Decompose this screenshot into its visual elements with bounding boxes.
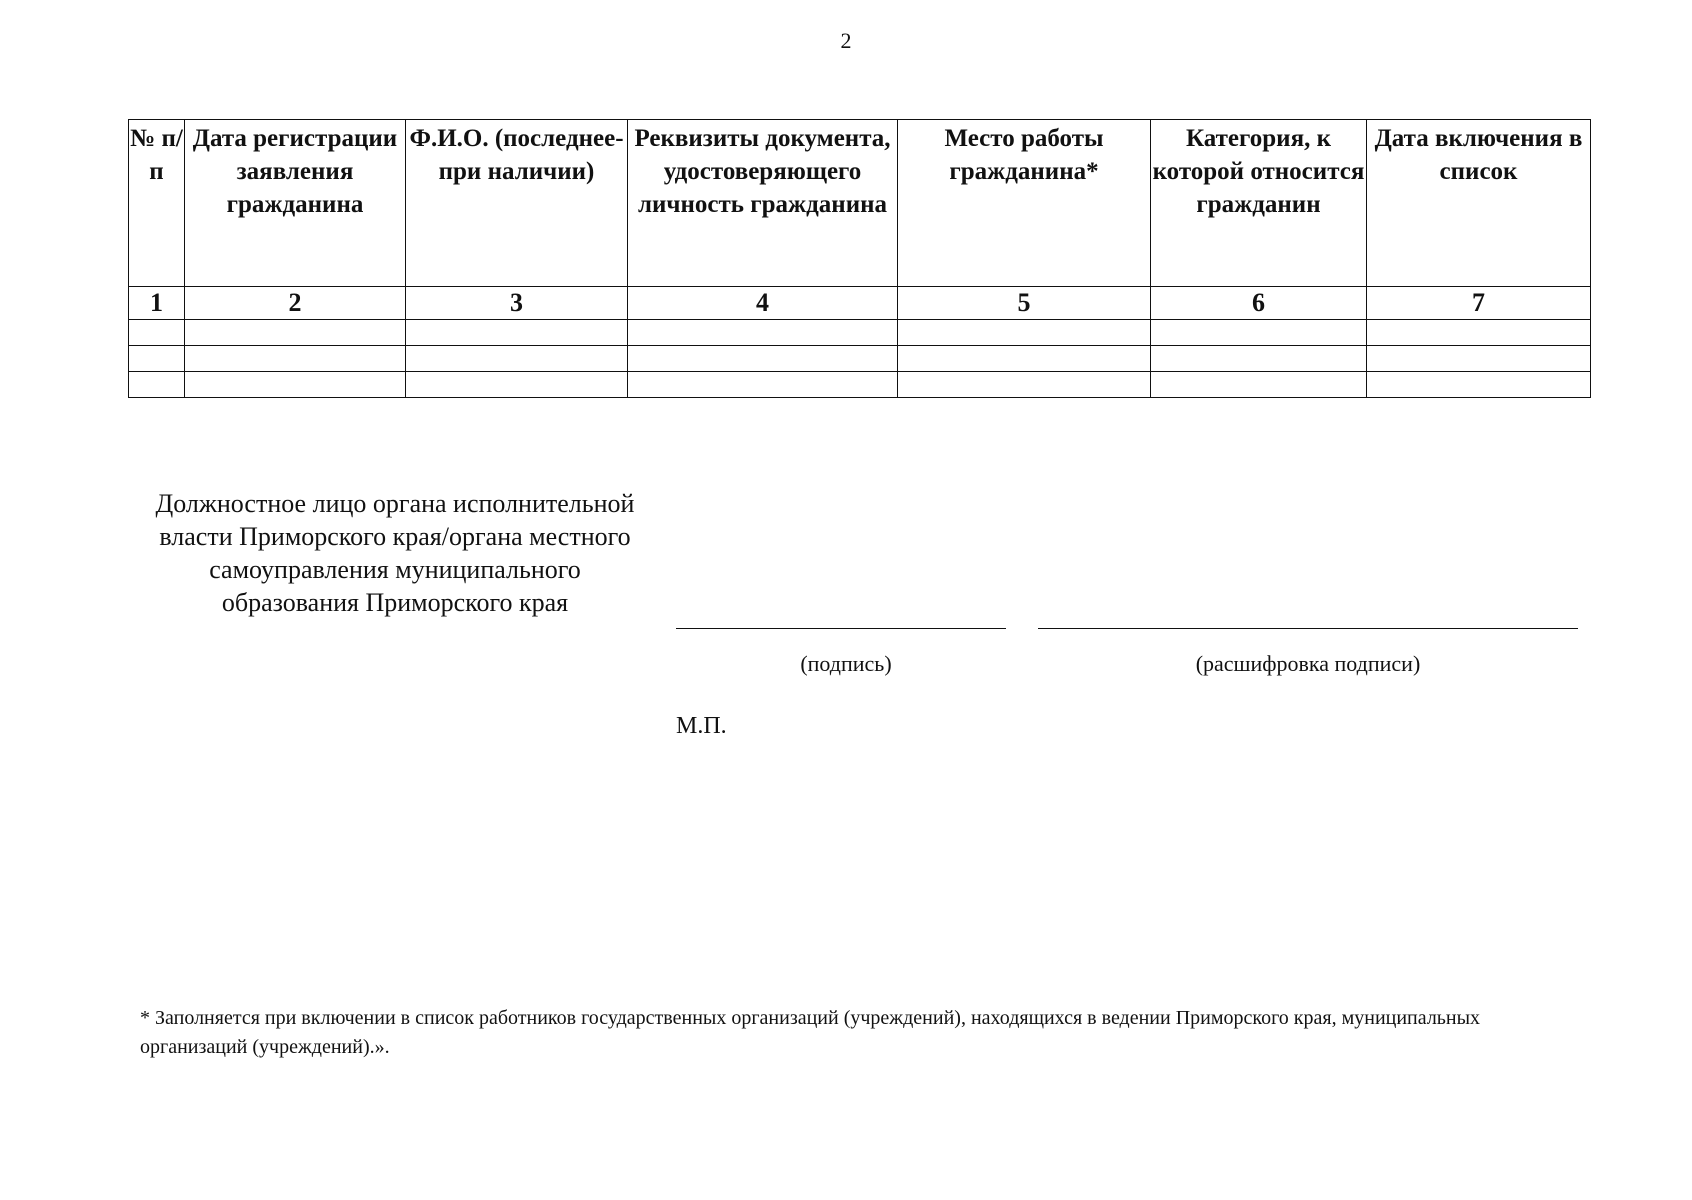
empty-cell bbox=[898, 372, 1151, 398]
header-cell-registration-date: Дата регистрации заявления гражданина bbox=[185, 120, 406, 287]
header-cell-category: Категория, к которой относится гражданин bbox=[1151, 120, 1367, 287]
column-number: 7 bbox=[1367, 287, 1591, 320]
empty-cell bbox=[1367, 372, 1591, 398]
register-table bbox=[128, 119, 1591, 398]
empty-cell bbox=[406, 320, 628, 346]
header-cell-workplace: Место работы гражданина* bbox=[898, 120, 1151, 287]
table-row bbox=[129, 320, 1591, 346]
empty-cell bbox=[628, 372, 898, 398]
column-number: 4 bbox=[628, 287, 898, 320]
column-number: 6 bbox=[1151, 287, 1367, 320]
empty-cell bbox=[628, 346, 898, 372]
empty-cell bbox=[1367, 346, 1591, 372]
empty-cell bbox=[1151, 320, 1367, 346]
official-title: Должностное лицо органа исполнительной власти Приморского края/органа местного самоуправления муниципального образования Приморского края bbox=[155, 489, 635, 617]
table-row bbox=[129, 372, 1591, 398]
empty-cell bbox=[185, 320, 406, 346]
footnote: * Заполняется при включении в список работников государственных организаций (учреждений), находящихся в ведении Приморского края, муниципальных организаций (учреждений).». bbox=[140, 1007, 1481, 1058]
column-number: 5 bbox=[898, 287, 1151, 320]
empty-cell bbox=[129, 320, 185, 346]
header-cell-identity-document: Реквизиты документа, удостоверяющего личность гражданина bbox=[628, 120, 898, 287]
empty-cell bbox=[406, 372, 628, 398]
stamp-label: М.П. bbox=[676, 713, 727, 739]
header-cell-full-name: Ф.И.О. (последнее- при наличии) bbox=[406, 120, 628, 287]
signature-decoding-caption: (расшифровка подписи) bbox=[1195, 651, 1421, 676]
header-cell-number: № п/ п bbox=[129, 120, 185, 287]
empty-cell bbox=[628, 320, 898, 346]
empty-cell bbox=[1151, 346, 1367, 372]
table-row bbox=[129, 346, 1591, 372]
signature-line bbox=[676, 628, 1006, 629]
column-number-row bbox=[129, 287, 1591, 320]
signature-decoding-line bbox=[1038, 628, 1578, 629]
column-number: 3 bbox=[406, 287, 628, 320]
page-number: 2 bbox=[840, 28, 852, 53]
empty-cell bbox=[185, 346, 406, 372]
column-number: 2 bbox=[185, 287, 406, 320]
empty-cell bbox=[898, 320, 1151, 346]
empty-cell bbox=[1367, 320, 1591, 346]
empty-cell bbox=[129, 346, 185, 372]
signature-caption: (подпись) bbox=[800, 651, 892, 676]
empty-cell bbox=[129, 372, 185, 398]
empty-cell bbox=[406, 346, 628, 372]
header-cell-inclusion-date: Дата включения в список bbox=[1367, 120, 1591, 287]
empty-cell bbox=[1151, 372, 1367, 398]
column-number: 1 bbox=[129, 287, 185, 320]
empty-cell bbox=[898, 346, 1151, 372]
header-row bbox=[129, 120, 1591, 287]
empty-cell bbox=[185, 372, 406, 398]
